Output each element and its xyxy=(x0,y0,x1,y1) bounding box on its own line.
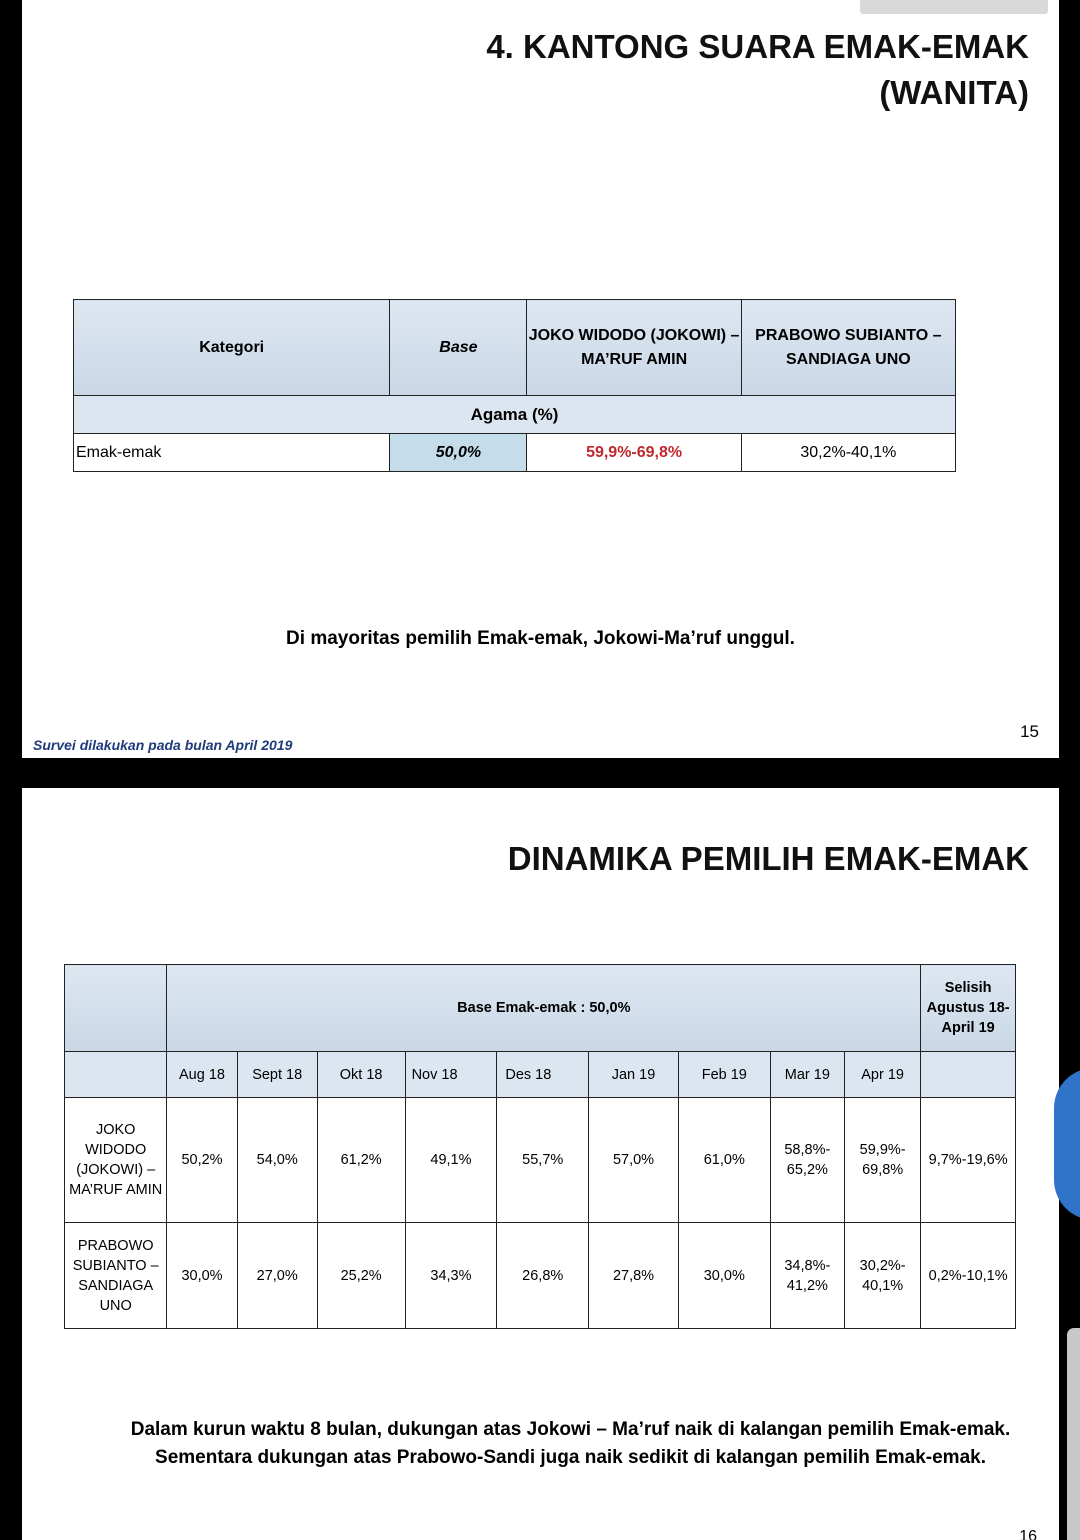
kantong-suara-table xyxy=(73,299,956,472)
window-tab-strip xyxy=(860,0,1048,14)
floating-side-tab[interactable] xyxy=(1054,1068,1080,1220)
row-base-value: 50,0% xyxy=(390,434,527,472)
prabowo-okt-18: 25,2% xyxy=(317,1223,405,1329)
slide-title-line2: (WANITA) xyxy=(879,74,1029,111)
page-number: 16 xyxy=(1019,1528,1037,1540)
prabowo-aug-18: 30,0% xyxy=(167,1223,237,1329)
slide-title xyxy=(486,24,1029,116)
month-jan-19: Jan 19 xyxy=(589,1052,679,1098)
scrollbar-thumb[interactable] xyxy=(1067,1328,1080,1540)
jokowi-nov-18: 49,1% xyxy=(405,1098,497,1223)
jokowi-mar-19: 58,8%- 65,2% xyxy=(770,1098,844,1223)
prabowo-mar-19: 34,8%- 41,2% xyxy=(770,1223,844,1329)
row-jokowi-value: 59,9%-69,8% xyxy=(527,434,741,472)
row-label-prabowo: PRABOWO SUBIANTO – SANDIAGA UNO xyxy=(65,1223,167,1329)
jokowi-aug-18: 50,2% xyxy=(167,1098,237,1223)
slide-15 xyxy=(22,0,1059,758)
month-nov-18: Nov 18 xyxy=(405,1052,497,1098)
slide-title: DINAMIKA PEMILIH EMAK-EMAK xyxy=(507,840,1029,877)
row-label-emak-emak: Emak-emak xyxy=(74,434,390,472)
prabowo-selisih: 0,2%-10,1% xyxy=(921,1223,1016,1329)
page-number: 15 xyxy=(1020,722,1039,741)
table-row xyxy=(65,1098,1016,1223)
prabowo-feb-19: 30,0% xyxy=(678,1223,770,1329)
month-selisih-blank xyxy=(921,1052,1016,1098)
slide-summary xyxy=(122,1416,1019,1472)
jokowi-apr-19: 59,9%- 69,8% xyxy=(845,1098,921,1223)
jokowi-okt-18: 61,2% xyxy=(317,1098,405,1223)
month-okt-18: Okt 18 xyxy=(317,1052,405,1098)
prabowo-apr-19: 30,2%- 40,1% xyxy=(845,1223,921,1329)
month-aug-18: Aug 18 xyxy=(167,1052,237,1098)
header-jokowi: JOKO WIDODO (JOKOWI) – MA’RUF AMIN xyxy=(527,300,741,396)
jokowi-jan-19: 57,0% xyxy=(589,1098,679,1223)
header-prabowo: PRABOWO SUBIANTO – SANDIAGA UNO xyxy=(741,300,955,396)
header-kategori: Kategori xyxy=(74,300,390,396)
month-sept-18: Sept 18 xyxy=(237,1052,317,1098)
summary-line-1: Dalam kurun waktu 8 bulan, dukungan atas Jokowi – Ma’ruf naik di kalangan pemilih Emak-emak. xyxy=(130,1419,1011,1440)
summary-line-2: Sementara dukungan atas Prabowo-Sandi juga naik sedikit di kalangan pemilih Emak-emak. xyxy=(155,1447,986,1468)
prabowo-jan-19: 27,8% xyxy=(589,1223,679,1329)
dinamika-table xyxy=(64,964,1016,1329)
header-base: Base xyxy=(390,300,527,396)
month-header-row xyxy=(65,1052,1016,1098)
slide-16 xyxy=(22,788,1059,1540)
month-des-18: Des 18 xyxy=(497,1052,589,1098)
month-header-blank xyxy=(65,1052,167,1098)
row-label-jokowi: JOKO WIDODO (JOKOWI) – MA’RUF AMIN xyxy=(65,1098,167,1223)
section-agama: Agama (%) xyxy=(74,396,956,434)
prabowo-nov-18: 34,3% xyxy=(405,1223,497,1329)
month-feb-19: Feb 19 xyxy=(678,1052,770,1098)
prabowo-sept-18: 27,0% xyxy=(237,1223,317,1329)
footer-note: Survei dilakukan pada bulan April 2019 xyxy=(33,737,293,753)
table-row xyxy=(65,1223,1016,1329)
slide-summary: Di mayoritas pemilih Emak-emak, Jokowi-Ma’ruf unggul. xyxy=(286,628,795,649)
jokowi-feb-19: 61,0% xyxy=(678,1098,770,1223)
prabowo-des-18: 26,8% xyxy=(497,1223,589,1329)
month-mar-19: Mar 19 xyxy=(770,1052,844,1098)
jokowi-selisih: 9,7%-19,6% xyxy=(921,1098,1016,1223)
row-prabowo-value: 30,2%-40,1% xyxy=(741,434,955,472)
jokowi-sept-18: 54,0% xyxy=(237,1098,317,1223)
header-blank xyxy=(65,965,167,1052)
header-selisih: Selisih Agustus 18- April 19 xyxy=(921,965,1016,1052)
jokowi-des-18: 55,7% xyxy=(497,1098,589,1223)
header-base-emak-emak: Base Emak-emak : 50,0% xyxy=(167,965,921,1052)
slide-title-line1: 4. KANTONG SUARA EMAK-EMAK xyxy=(486,28,1029,65)
month-apr-19: Apr 19 xyxy=(845,1052,921,1098)
